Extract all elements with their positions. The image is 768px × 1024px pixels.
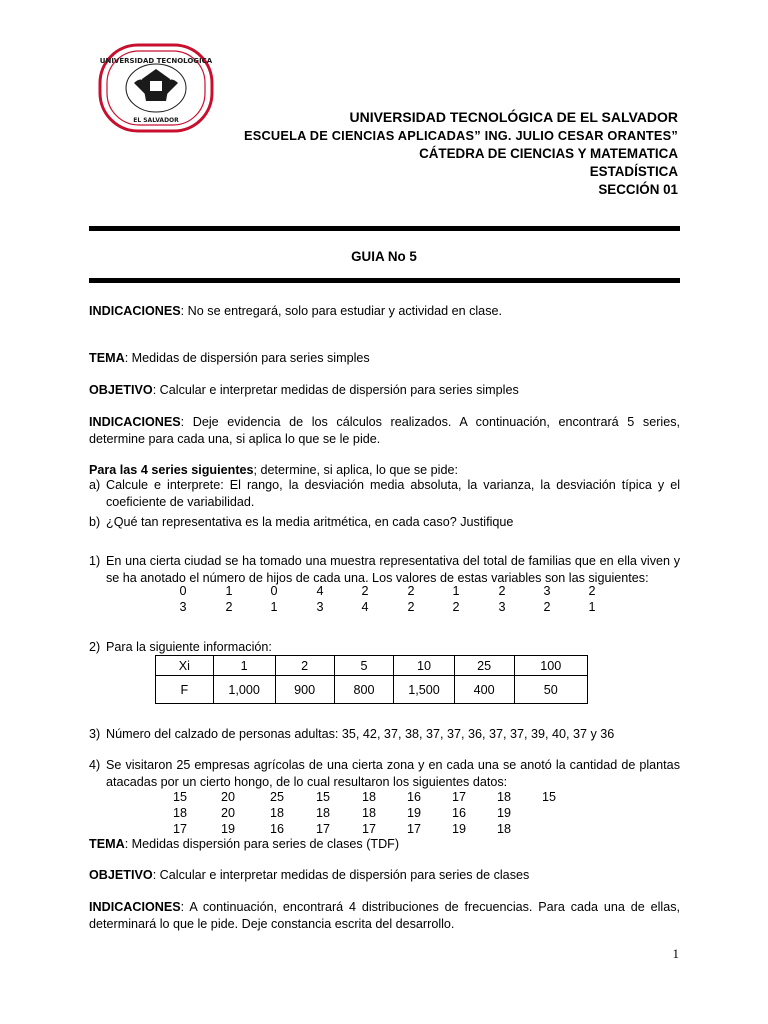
list-item-number: a): [89, 478, 101, 492]
data-value: 15: [172, 790, 187, 804]
list-item-number: b): [89, 515, 101, 529]
question-number: 4): [89, 758, 101, 772]
label: TEMA: [89, 837, 125, 851]
table-cell: 50: [514, 676, 588, 704]
table-cell: 1,000: [213, 676, 275, 704]
label: INDICACIONES: [89, 304, 181, 318]
question-text: En una cierta ciudad se ha tomado una muestra representativa del total de familias que en ella viven y se ha anotado el número de hijos de cada una. Los valores de estas variables son las siguientes:: [106, 554, 680, 585]
data-value: 18: [172, 806, 187, 820]
table-cell: 5: [334, 656, 394, 676]
data-value: 16: [269, 822, 284, 836]
table-cell: F: [156, 676, 214, 704]
question-number: 2): [89, 640, 101, 654]
data-value: 4: [361, 600, 369, 614]
data-value: 17: [451, 790, 466, 804]
page-number: 1: [672, 946, 679, 961]
question-3: [89, 726, 680, 743]
header-department: CÁTEDRA DE CIENCIAS Y MATEMATICA: [419, 146, 678, 161]
question-4: [89, 757, 680, 791]
text: ; determine, si aplica, lo que se pide:: [253, 463, 458, 477]
text: : Calcular e interpretar medidas de dispersión para series de clases: [152, 868, 530, 882]
data-value: 18: [315, 806, 330, 820]
topic-1: [89, 350, 680, 367]
data-value: 15: [315, 790, 330, 804]
data-value: 18: [361, 806, 376, 820]
data-value: 16: [451, 806, 466, 820]
data-value: 17: [406, 822, 421, 836]
data-value: 1: [588, 600, 596, 614]
data-value: 2: [452, 600, 460, 614]
text: : No se entregará, solo para estudiar y actividad en clase.: [180, 304, 502, 318]
data-value: 4: [316, 584, 324, 598]
label: OBJETIVO: [89, 868, 153, 882]
frequency-table: [155, 655, 588, 704]
logo-bottom-text: EL SALVADOR: [133, 117, 179, 124]
table-cell: 900: [275, 676, 334, 704]
data-value: 25: [269, 790, 284, 804]
objective-1: [89, 382, 680, 399]
question-1: [89, 553, 680, 587]
data-value: 18: [269, 806, 284, 820]
data-value: 17: [172, 822, 187, 836]
table-cell: 100: [514, 656, 588, 676]
data-value: 1: [270, 600, 278, 614]
question-text: Se visitaron 25 empresas agrícolas de una cierta zona y en cada una se anotó la cantidad de plantas atacadas por un cierto hongo, de lo cual resultaron los siguientes datos:: [106, 758, 680, 789]
list-item-b: [89, 514, 680, 531]
indications-3: [89, 899, 680, 932]
logo-top-text: UNIVERSIDAD TECNOLOGICA: [99, 57, 213, 65]
data-value: 17: [361, 822, 376, 836]
data-value: 1: [225, 584, 233, 598]
data-value: 2: [361, 584, 369, 598]
table-cell: 1: [213, 656, 275, 676]
label: INDICACIONES: [89, 415, 181, 429]
table-cell: Xi: [156, 656, 214, 676]
data-value: 1: [452, 584, 460, 598]
list-item-text: ¿Qué tan representativa es la media aritmética, en cada caso? Justifique: [106, 515, 514, 529]
header-subject: ESTADÍSTICA: [589, 164, 678, 179]
text: : Medidas dispersión para series de clases (TDF): [124, 837, 400, 851]
question-2: [89, 639, 680, 656]
data-value: 3: [316, 600, 324, 614]
label: OBJETIVO: [89, 383, 153, 397]
data-value: 19: [451, 822, 466, 836]
indications-2: [89, 414, 680, 447]
question-text: Número del calzado de personas adultas: 35, 42, 37, 38, 37, 37, 36, 37, 37, 39, 40, 37 y 36: [106, 727, 615, 741]
data-value: 2: [407, 584, 415, 598]
table-cell: 25: [454, 656, 514, 676]
data-value: 17: [315, 822, 330, 836]
label: INDICACIONES: [89, 900, 181, 914]
data-value: 20: [220, 790, 235, 804]
data-value: 16: [406, 790, 421, 804]
text: : A continuación, encontrará 4 distribuciones de frecuencias. Para cada una de ellas, determinará lo que le pide. Deje constancia escrita del desarrollo.: [89, 900, 680, 931]
topic-2: [89, 836, 680, 853]
question-number: 1): [89, 554, 101, 568]
data-value: 3: [498, 600, 506, 614]
data-value: 18: [496, 790, 511, 804]
list-item-a: [89, 477, 680, 511]
table-cell: 400: [454, 676, 514, 704]
data-value: 18: [496, 822, 511, 836]
data-value: 19: [406, 806, 421, 820]
table-cell: 1,500: [394, 676, 454, 704]
label: Para las 4 series siguientes: [89, 463, 254, 477]
header-university: UNIVERSIDAD TECNOLÓGICA DE EL SALVADOR: [349, 109, 678, 125]
guide-title: GUIA No 5: [351, 249, 417, 264]
question-number: 3): [89, 727, 101, 741]
data-value: 2: [498, 584, 506, 598]
list-item-text: Calcule e interprete: El rango, la desviación media absoluta, la varianza, la desviación típica y el coeficiente de variabilidad.: [106, 478, 680, 509]
data-value: 19: [496, 806, 511, 820]
table-cell: 2: [275, 656, 334, 676]
data-value: 2: [407, 600, 415, 614]
label: TEMA: [89, 351, 125, 365]
data-value: 15: [541, 790, 556, 804]
table-row: [156, 676, 588, 704]
university-seal-logo: [98, 43, 214, 133]
table-row: [156, 656, 588, 676]
header-section: SECCIÓN 01: [598, 182, 678, 197]
objective-2: [89, 867, 680, 884]
table-cell: 10: [394, 656, 454, 676]
data-value: 3: [179, 600, 187, 614]
divider-top: [89, 226, 680, 231]
data-value: 19: [220, 822, 235, 836]
header-school: ESCUELA DE CIENCIAS APLICADAS” ING. JULIO CESAR ORANTES”: [243, 128, 678, 143]
data-value: 2: [225, 600, 233, 614]
question-text: Para la siguiente información:: [106, 640, 272, 654]
data-value: 2: [543, 600, 551, 614]
indications-general: [89, 303, 680, 320]
data-value: 18: [361, 790, 376, 804]
text: : Deje evidencia de los cálculos realizados. A continuación, encontrará 5 series, determine para cada una, si aplica lo que se le pide.: [89, 415, 680, 446]
data-value: 3: [543, 584, 551, 598]
data-value: 0: [179, 584, 187, 598]
text: : Calcular e interpretar medidas de dispersión para series simples: [152, 383, 519, 397]
divider-bottom: [89, 278, 680, 283]
text: : Medidas de dispersión para series simples: [124, 351, 370, 365]
data-value: 0: [270, 584, 278, 598]
table-cell: 800: [334, 676, 394, 704]
data-value: 20: [220, 806, 235, 820]
data-value: 2: [588, 584, 596, 598]
